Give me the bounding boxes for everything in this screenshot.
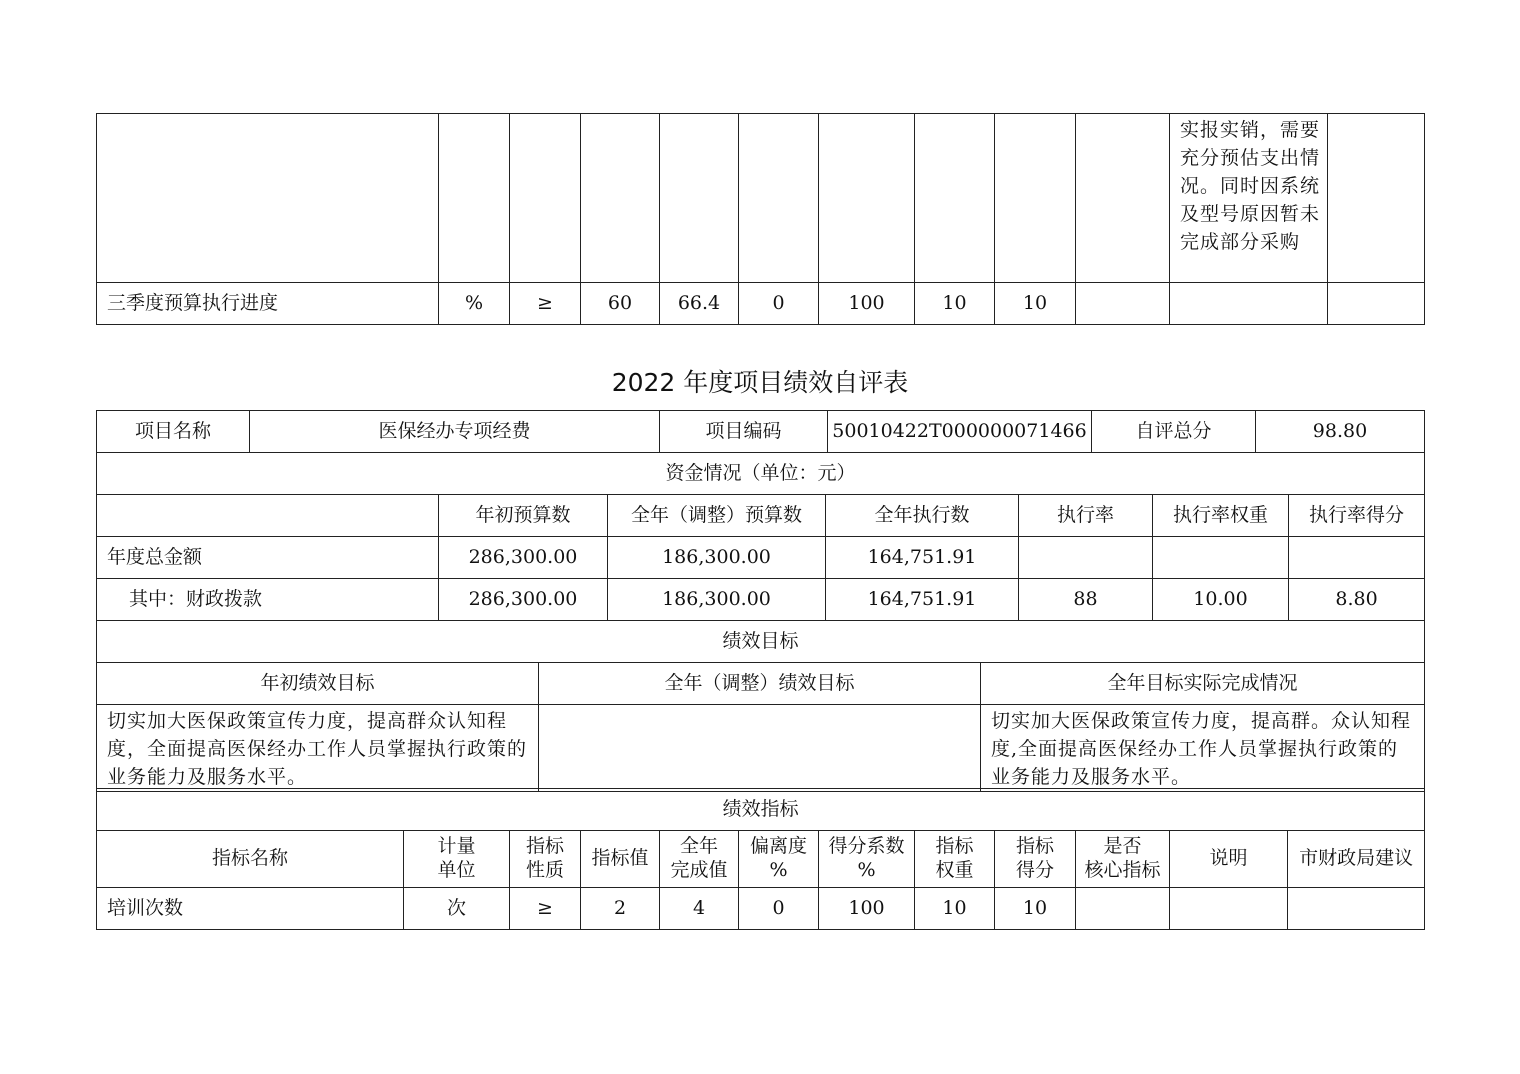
indicator-score: 10 [995,283,1076,325]
col-exec-rate: 执行率 [1019,495,1153,537]
fund-row-label: 年度总金额 [97,537,439,579]
col-exec-score: 执行率得分 [1289,495,1425,537]
empty-cell [1328,114,1425,283]
indicator-nature: ≥ [510,283,581,325]
top-indicator-table [96,113,1425,325]
project-code: 50010422T000000071466 [828,411,1092,453]
fund-row-label: 其中：财政拨款 [97,579,439,621]
empty-cell [995,114,1076,283]
indicator-target: 60 [581,283,660,325]
col-coef: 得分系数 % [819,831,915,888]
empty-cell [660,114,739,283]
indicator-actual: 4 [660,888,739,930]
actual-goal-text: 切实加大医保政策宣传力度，提高群。众认知程度,全面提高医保经办工作人员掌握执行政策的业务能力及服务水平。 [981,705,1425,792]
indicator-weight: 10 [915,283,995,325]
empty-cell [819,114,915,283]
funds-header: 资金情况（单位：元） [97,453,1425,495]
initial-goal-text: 切实加大医保政策宣传力度，提高群众认知程度，全面提高医保经办工作人员掌握执行政策的业务能力及服务水平。 [97,705,539,792]
fund-score: 8.80 [1289,579,1425,621]
funds-table [96,452,1425,621]
col-adjusted-budget: 全年（调整）预算数 [608,495,826,537]
col-core: 是否 核心指标 [1076,831,1170,888]
total-score: 98.80 [1256,411,1425,453]
empty-cell [915,114,995,283]
empty-cell [581,114,660,283]
fund-score [1289,537,1425,579]
indicator-deviation: 0 [739,283,819,325]
col-score: 指标 得分 [995,831,1076,888]
indicator-nature: ≥ [510,888,581,930]
col-unit: 计量 单位 [404,831,510,888]
empty-cell [1076,114,1170,283]
indicator-weight: 10 [915,888,995,930]
indicator-deviation: 0 [739,888,819,930]
explanation-note: 实报实销，需要充分预估支出情况。同时因系统及型号原因暂未完成部分采购 [1170,114,1328,283]
indicator-core [1076,888,1170,930]
goals-header: 绩效目标 [97,621,1425,663]
fund-executed: 164,751.91 [826,537,1019,579]
indicator-name: 培训次数 [97,888,404,930]
indicator-core [1076,283,1170,325]
empty-cell [510,114,581,283]
col-indicator-name: 指标名称 [97,831,404,888]
fund-initial: 286,300.00 [439,537,608,579]
fund-executed: 164,751.91 [826,579,1019,621]
indicator-unit: % [439,283,510,325]
adjusted-goal-text [539,705,981,792]
indicator-actual: 66.4 [660,283,739,325]
col-actual-goal: 全年目标实际完成情况 [981,663,1425,705]
project-code-label: 项目编码 [660,411,828,453]
indicator-name: 三季度预算执行进度 [97,283,439,325]
fund-rate [1019,537,1153,579]
indicators-table [96,788,1425,930]
indicator-target: 2 [581,888,660,930]
indicator-advice [1328,283,1425,325]
col-advice: 市财政局建议 [1288,831,1425,888]
indicator-unit: 次 [404,888,510,930]
indicator-coef: 100 [819,888,915,930]
col-deviation: 偏离度 % [739,831,819,888]
project-name: 医保经办专项经费 [250,411,660,453]
empty-cell [97,114,439,283]
indicator-score: 10 [995,888,1076,930]
indicator-desc [1170,888,1288,930]
col-exec-weight: 执行率权重 [1153,495,1289,537]
project-name-label: 项目名称 [97,411,250,453]
indicator-desc [1170,283,1328,325]
goals-table [96,620,1425,792]
indicator-advice [1288,888,1425,930]
indicators-header: 绩效指标 [97,789,1425,831]
col-target: 指标值 [581,831,660,888]
page-title: 2022 年度项目绩效自评表 [611,368,909,397]
col-initial-goal: 年初绩效目标 [97,663,539,705]
indicator-coef: 100 [819,283,915,325]
col-weight: 指标 权重 [915,831,995,888]
fund-weight: 10.00 [1153,579,1289,621]
empty-cell [739,114,819,283]
fund-adjusted: 186,300.00 [608,537,826,579]
fund-rate: 88 [1019,579,1153,621]
fund-initial: 286,300.00 [439,579,608,621]
fund-adjusted: 186,300.00 [608,579,826,621]
empty-cell [97,495,439,537]
col-desc: 说明 [1170,831,1288,888]
total-score-label: 自评总分 [1092,411,1256,453]
col-actual: 全年 完成值 [660,831,739,888]
fund-weight [1153,537,1289,579]
col-nature: 指标 性质 [510,831,581,888]
project-info-table [96,410,1425,453]
col-initial-budget: 年初预算数 [439,495,608,537]
col-executed: 全年执行数 [826,495,1019,537]
col-adjusted-goal: 全年（调整）绩效目标 [539,663,981,705]
empty-cell [439,114,510,283]
